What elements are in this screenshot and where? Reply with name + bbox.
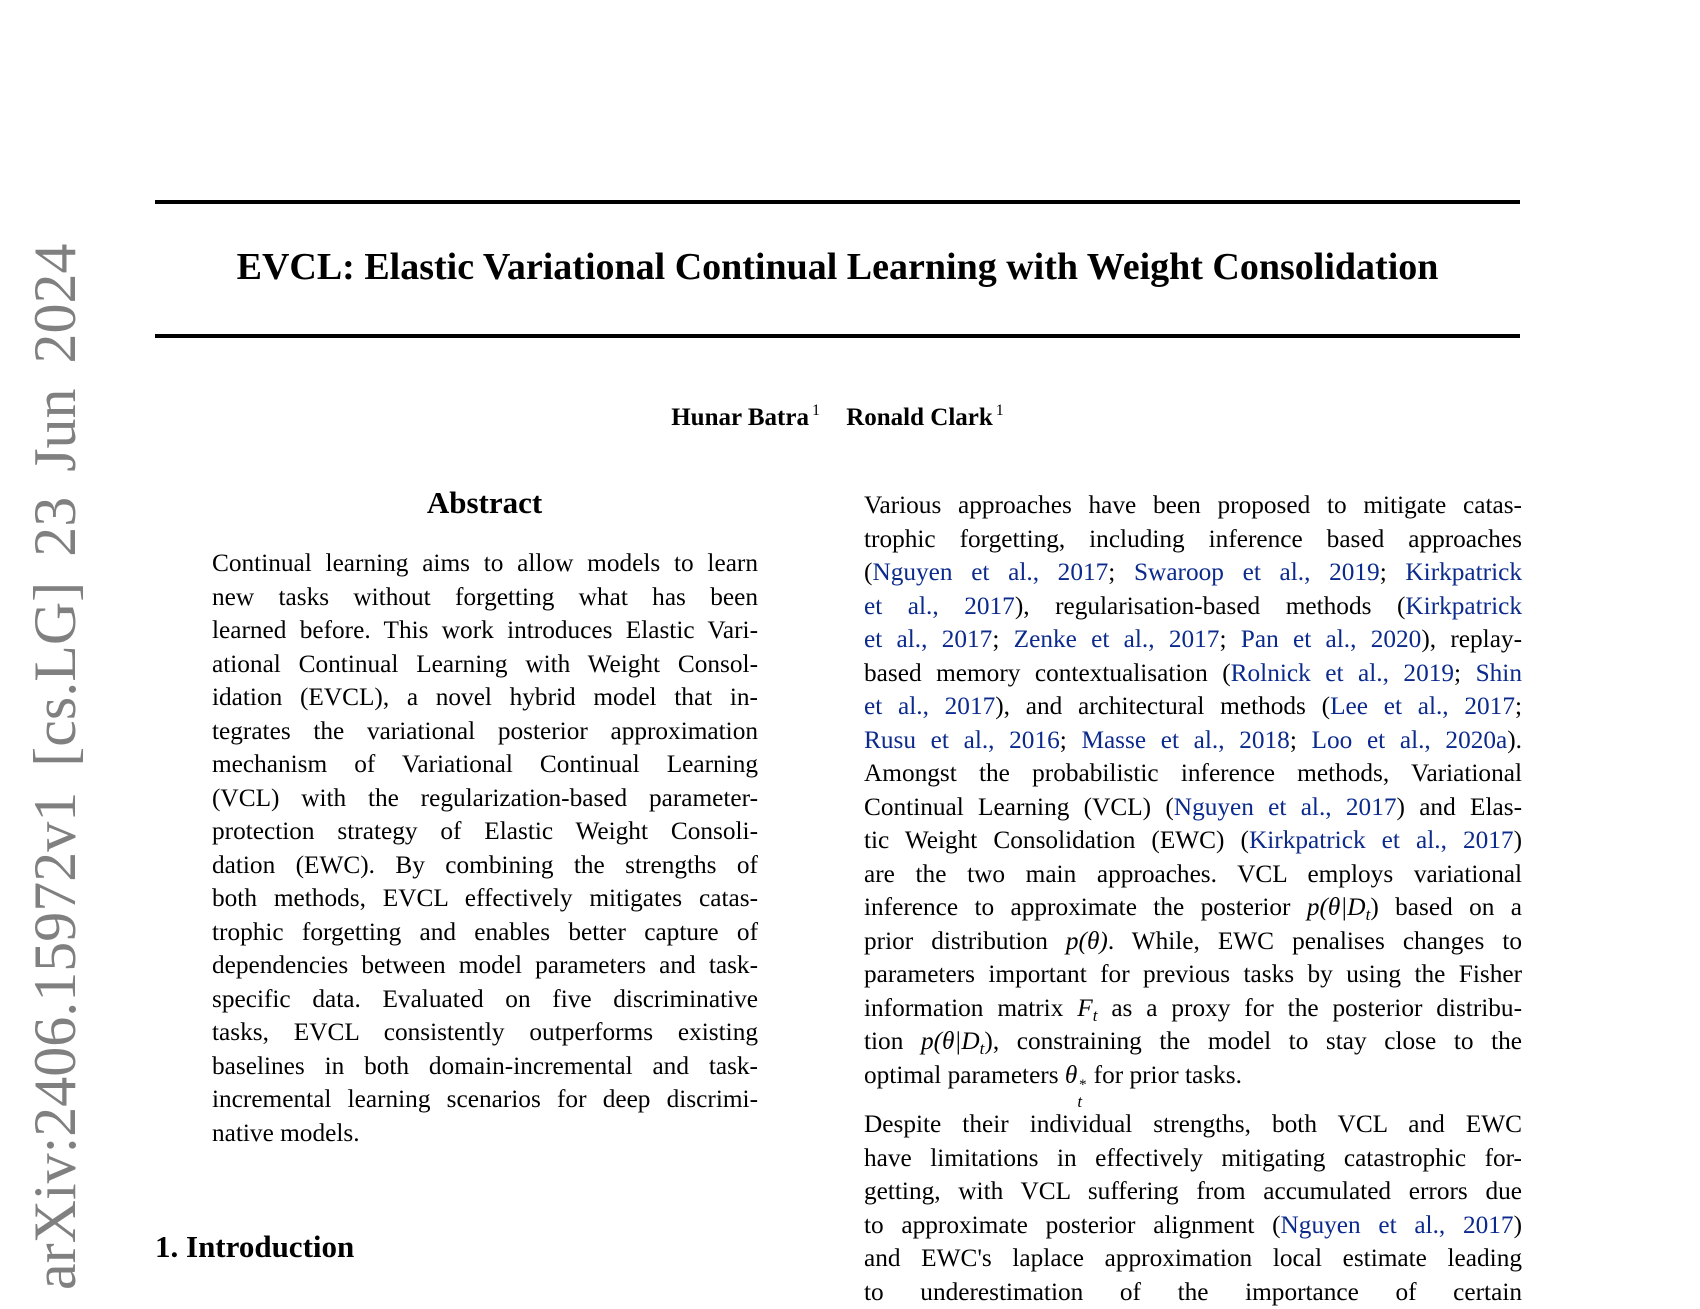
text-line [864,657,1522,691]
abstract-line: protection strategy of Elastic Weight Consoli- [212,815,758,849]
intro-paragraph-2 [864,1108,1522,1309]
text-line [864,1059,1522,1093]
math-posterior [1307,893,1379,921]
text: prior distribution [864,927,1066,955]
text-line: to underestimation of the importance of certain [864,1276,1522,1309]
citation-link[interactable]: Lee et al., 2017 [1330,692,1515,720]
text-line: are the two main approaches. VCL employs variational [864,858,1522,892]
text: ), replay- [1421,625,1522,653]
abstract-heading: Abstract [212,484,757,522]
author-list [155,396,1520,433]
author-2 [846,404,1004,431]
abstract-line: (VCL) with the regularization-based parameter- [212,782,758,816]
text-line [864,623,1522,657]
abstract-line: learned before. This work introduces Elastic Vari- [212,614,758,648]
text-line: getting, with VCL suffering from accumulated errors due [864,1175,1522,1209]
author-name: Ronald Clark [846,404,993,431]
text-line [864,1209,1522,1243]
text: optimal parameters [864,1061,1065,1089]
text-line [864,824,1522,858]
text: ; [1060,726,1082,754]
text-line [864,992,1522,1026]
text: ; [992,625,1013,653]
citation-link[interactable]: Rusu et al., 2016 [864,726,1060,754]
abstract-line: native models. [212,1117,758,1151]
section-heading-introduction: 1. Introduction [155,1228,354,1266]
text-line: Various approaches have been proposed to mitigate catas- [864,489,1522,523]
text: , constraining the model to stay close to the [993,1027,1522,1055]
author-affiliation-marker: 1 [996,402,1004,419]
citation-link[interactable]: Kirkpatrick [1405,592,1522,620]
abstract-line: baselines in both domain-incremental and task- [212,1050,758,1084]
intro-body [864,489,1522,1309]
citation-link[interactable]: Nguyen et al., 2017 [872,558,1108,586]
title-top-rule [155,200,1520,204]
math-expr: θ [1065,1061,1077,1089]
text: ). [1507,726,1522,754]
math-subscript: t [980,1039,985,1058]
abstract-line: ational Continual Learning with Weight Consol- [212,648,758,682]
text-line [864,891,1522,925]
abstract-line: dation (EWC). By combining the strengths of [212,849,758,883]
text: information matrix [864,994,1077,1022]
citation-link[interactable]: Kirkpatrick et al., 2017 [1249,826,1514,854]
math-subscript: t [1366,905,1371,924]
math-expr: p(θ|D [1307,893,1366,921]
text: ), and architectural methods ( [995,692,1330,720]
math-prior: p(θ) [1066,927,1108,955]
citation-link[interactable]: Kirkpatrick [1405,558,1522,586]
text-line: trophic forgetting, including inference based approaches [864,523,1522,557]
intro-paragraph-1 [864,489,1522,1092]
abstract-line: new tasks without forgetting what has been [212,581,758,615]
abstract-line: specific data. Evaluated on five discriminative [212,983,758,1017]
text: inference to approximate the posterior [864,893,1307,921]
abstract-line: dependencies between model parameters and task- [212,949,758,983]
math-expr: p(θ|D [921,1027,980,1055]
text: . While, EWC penalises changes to [1108,927,1522,955]
text-line [864,1025,1522,1059]
text-line: and EWC's laplace approximation local estimate leading [864,1242,1522,1276]
text-line [864,590,1522,624]
citation-link[interactable]: et al., 2017 [864,592,1015,620]
math-optimal-params [1065,1061,1087,1089]
text-line: parameters important for previous tasks by using the Fisher [864,958,1522,992]
text: ; [1380,558,1406,586]
text: to approximate posterior alignment ( [864,1211,1281,1239]
author-affiliation-marker: 1 [812,402,820,419]
text: tion [864,1027,921,1055]
text: based memory contextualisation ( [864,659,1231,687]
text: Continual Learning (VCL) ( [864,793,1174,821]
text-line [864,925,1522,959]
text-line [864,556,1522,590]
citation-link[interactable]: et al., 2017 [864,625,992,653]
text: tic Weight Consolidation (EWC) ( [864,826,1249,854]
text: ( [864,558,872,586]
abstract-line: mechanism of Variational Continual Learning [212,748,758,782]
abstract-line: idation (EVCL), a novel hybrid model that in- [212,681,758,715]
text: ; [1290,726,1312,754]
text-line: Amongst the probabilistic inference methods, Variational [864,757,1522,791]
text: ; [1219,625,1240,653]
author-1 [671,404,820,431]
text-line: have limitations in effectively mitigating catastrophic for- [864,1142,1522,1176]
text: ) [1514,826,1522,854]
text: ) and Elas- [1397,793,1523,821]
citation-link[interactable]: Nguyen et al., 2017 [1174,793,1397,821]
citation-link[interactable]: Masse et al., 2018 [1081,726,1289,754]
text-line [864,791,1522,825]
author-name: Hunar Batra [671,404,809,431]
text: as a proxy for the posterior distribu- [1097,994,1522,1022]
text: for prior tasks. [1087,1061,1242,1089]
text: ) [1514,1211,1522,1239]
math-expr: ) [1370,893,1378,921]
abstract-line: tegrates the variational posterior approximation [212,715,758,749]
citation-link[interactable]: Loo et al., 2020a [1312,726,1508,754]
abstract-line: trophic forgetting and enables better capture of [212,916,758,950]
citation-link[interactable]: Nguyen et al., 2017 [1281,1211,1514,1239]
arxiv-identifier-stamp: arXiv:2406.15972v1 [cs.LG] 23 Jun 2024 [20,243,90,1290]
text: ; [1515,692,1522,720]
math-expr: F [1077,994,1092,1022]
citation-link[interactable]: Zenke et al., 2017 [1014,625,1220,653]
title-bottom-rule [155,334,1520,338]
math-posterior [921,1027,993,1055]
text-line [864,690,1522,724]
math-expr: ) [984,1027,992,1055]
abstract-line: tasks, EVCL consistently outperforms existing [212,1016,758,1050]
text: ), regularisation-based methods ( [1015,592,1406,620]
math-subscript: t [1077,1085,1082,1119]
citation-link[interactable]: Pan et al., 2020 [1241,625,1422,653]
citation-link[interactable]: et al., 2017 [864,692,995,720]
text: ; [1454,659,1476,687]
math-subscript: t [1093,1006,1098,1025]
citation-link[interactable]: Swaroop et al., 2019 [1134,558,1380,586]
text-line: Despite their individual strengths, both VCL and EWC [864,1108,1522,1142]
paper-title: EVCL: Elastic Variational Continual Learning with Weight Consolidation [155,244,1520,290]
abstract-line: Continual learning aims to allow models to learn [212,547,758,581]
text: based on a [1379,893,1522,921]
abstract-line: both methods, EVCL effectively mitigates catas- [212,882,758,916]
math-fisher [1077,994,1097,1022]
math-superscript: * [1078,1069,1086,1103]
citation-link[interactable]: Rolnick et al., 2019 [1231,659,1454,687]
text-line [864,724,1522,758]
abstract-body [212,547,758,1150]
citation-link[interactable]: Shin [1476,659,1522,687]
abstract-line: incremental learning scenarios for deep discrimi- [212,1083,758,1117]
text: ; [1108,558,1134,586]
